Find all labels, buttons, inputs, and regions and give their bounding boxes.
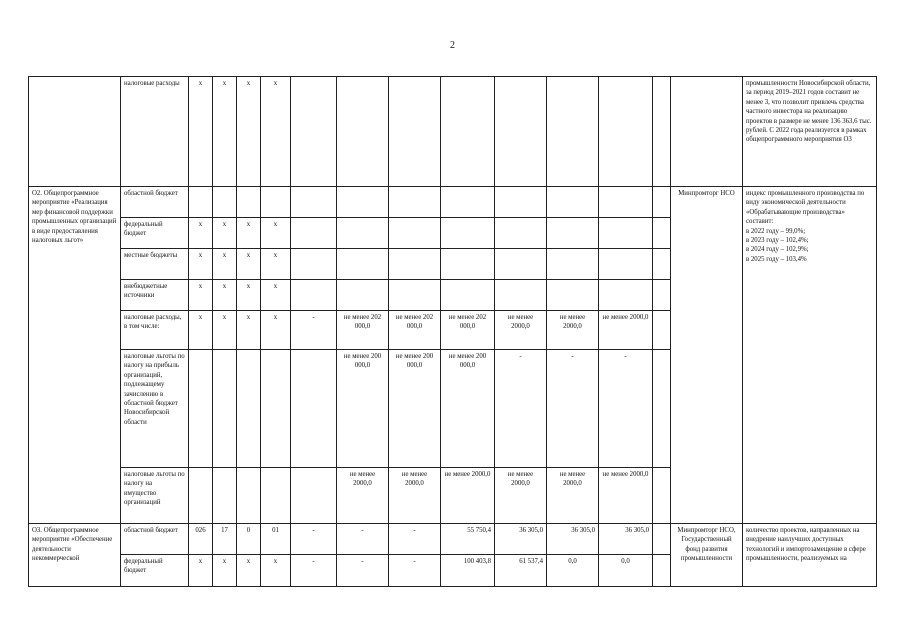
value-cell: не менее 2000,0 (337, 468, 389, 524)
value-cell: не менее 202 000,0 (337, 311, 389, 350)
page-number: 2 (450, 40, 455, 51)
value-cell: не менее 200 000,0 (337, 350, 389, 468)
value-cell: - (599, 350, 653, 468)
code-cell: х (189, 555, 213, 587)
code-cell: х (213, 77, 237, 187)
target-text: индекс промышленного производства по виду экономической деятельности «Обрабатывающие производства» составит: (746, 190, 865, 226)
target-cell (743, 187, 877, 524)
target-cell: промышленности Новосибирской области, за период 2019–2021 годов составит не менее 3, что позволит привлечь средства частного инвестора на реализацию проектов в размере не менее 136 363,6 тыс. рублей. С 2022 года реализуется в рамках общепрограммного мероприятия О3 (743, 77, 877, 187)
source-label: федеральный бюджет (121, 218, 189, 249)
value-cell: 55 750,4 (441, 524, 495, 555)
target-2023: в 2023 году – 102,4%; (746, 236, 809, 244)
code-cell: х (261, 311, 291, 350)
code-cell: х (213, 218, 237, 249)
value-cell: - (495, 350, 547, 468)
table-row (29, 524, 877, 555)
value-cell: - (291, 524, 337, 555)
value-cell: не менее 2000,0 (599, 468, 653, 524)
source-label: внебюджетные источники (121, 280, 189, 311)
value-cell: не менее 200 000,0 (441, 350, 495, 468)
value-cell: не менее 202 000,0 (389, 311, 441, 350)
code-cell: х (261, 249, 291, 280)
code-cell: х (213, 555, 237, 587)
value-cell: - (291, 311, 337, 350)
value-cell: - (389, 555, 441, 587)
value-cell: не менее 200 000,0 (389, 350, 441, 468)
table-row (29, 77, 877, 187)
code-cell: х (213, 249, 237, 280)
source-label: областной бюджет (121, 187, 189, 218)
value-cell: не менее 2000,0 (599, 311, 653, 350)
source-label: местные бюджеты (121, 249, 189, 280)
value-cell: не менее 2000,0 (441, 468, 495, 524)
code-cell: х (261, 218, 291, 249)
value-cell: не менее 2000,0 (547, 468, 599, 524)
value-cell: 36 305,0 (495, 524, 547, 555)
target-cell: количество проектов, направленных на внедрение наилучших доступных технологий и импортозамещение в сфере промышленности, реализуемых на (743, 524, 877, 587)
code-cell: х (261, 280, 291, 311)
value-cell: 61 537,4 (495, 555, 547, 587)
code-cell: х (189, 77, 213, 187)
value-cell: - (547, 350, 599, 468)
value-cell: - (337, 524, 389, 555)
code-cell: х (237, 77, 261, 187)
code-cell: х (189, 311, 213, 350)
value-cell: 36 305,0 (547, 524, 599, 555)
table-row (29, 187, 877, 218)
value-cell: - (291, 555, 337, 587)
code-cell: 0 (237, 524, 261, 555)
target-2025: в 2025 году – 103,4% (746, 255, 807, 263)
value-cell: не менее 202 000,0 (441, 311, 495, 350)
executor-cell: Минпромторг НСО (671, 187, 743, 524)
source-label: налоговые льготы по налогу на имущество организаций (121, 468, 189, 524)
code-cell: 01 (261, 524, 291, 555)
code-cell: 026 (189, 524, 213, 555)
code-cell: х (213, 311, 237, 350)
source-label: федеральный бюджет (121, 555, 189, 587)
code-cell: х (237, 555, 261, 587)
code-cell: х (237, 249, 261, 280)
source-label: областной бюджет (121, 524, 189, 555)
code-cell: х (213, 280, 237, 311)
code-cell: х (237, 218, 261, 249)
program-table (28, 76, 877, 587)
code-cell: х (237, 280, 261, 311)
activity-name: О3. Общепрограммное мероприятие «Обеспечение деятельности некоммерческой (29, 524, 121, 587)
target-2022: в 2022 году – 99,0%; (746, 227, 806, 235)
executor-cell (671, 77, 743, 187)
code-cell: 17 (213, 524, 237, 555)
value-cell: не менее 2000,0 (547, 311, 599, 350)
value-cell: 0,0 (547, 555, 599, 587)
code-cell: х (261, 77, 291, 187)
value-cell: не менее 2000,0 (495, 468, 547, 524)
activity-cell (29, 77, 121, 187)
code-cell: х (189, 249, 213, 280)
code-cell: х (189, 280, 213, 311)
activity-name: О2. Общепрограммное мероприятие «Реализация мер финансовой поддержки промышленных организаций в виде предоставления налоговых льгот» (29, 187, 121, 524)
source-label: налоговые расходы (121, 77, 189, 187)
code-cell: х (261, 555, 291, 587)
value-cell: не менее 2000,0 (495, 311, 547, 350)
value-cell: 100 403,8 (441, 555, 495, 587)
executor-cell: Минпромторг НСО, Государственный фонд развития промышленности (671, 524, 743, 587)
source-label: налоговые льготы по налогу на прибыль организаций, подлежащему зачислению в областной бюджет Новосибирской области (121, 350, 189, 468)
code-cell: х (189, 218, 213, 249)
value-cell: 36 305,0 (599, 524, 653, 555)
code-cell: х (237, 311, 261, 350)
source-label: налоговые расходы, в том числе: (121, 311, 189, 350)
value-cell: - (389, 524, 441, 555)
value-cell: не менее 2000,0 (389, 468, 441, 524)
target-2024: в 2024 году – 102,9%; (746, 246, 809, 254)
value-cell: - (337, 555, 389, 587)
value-cell: 0,0 (599, 555, 653, 587)
